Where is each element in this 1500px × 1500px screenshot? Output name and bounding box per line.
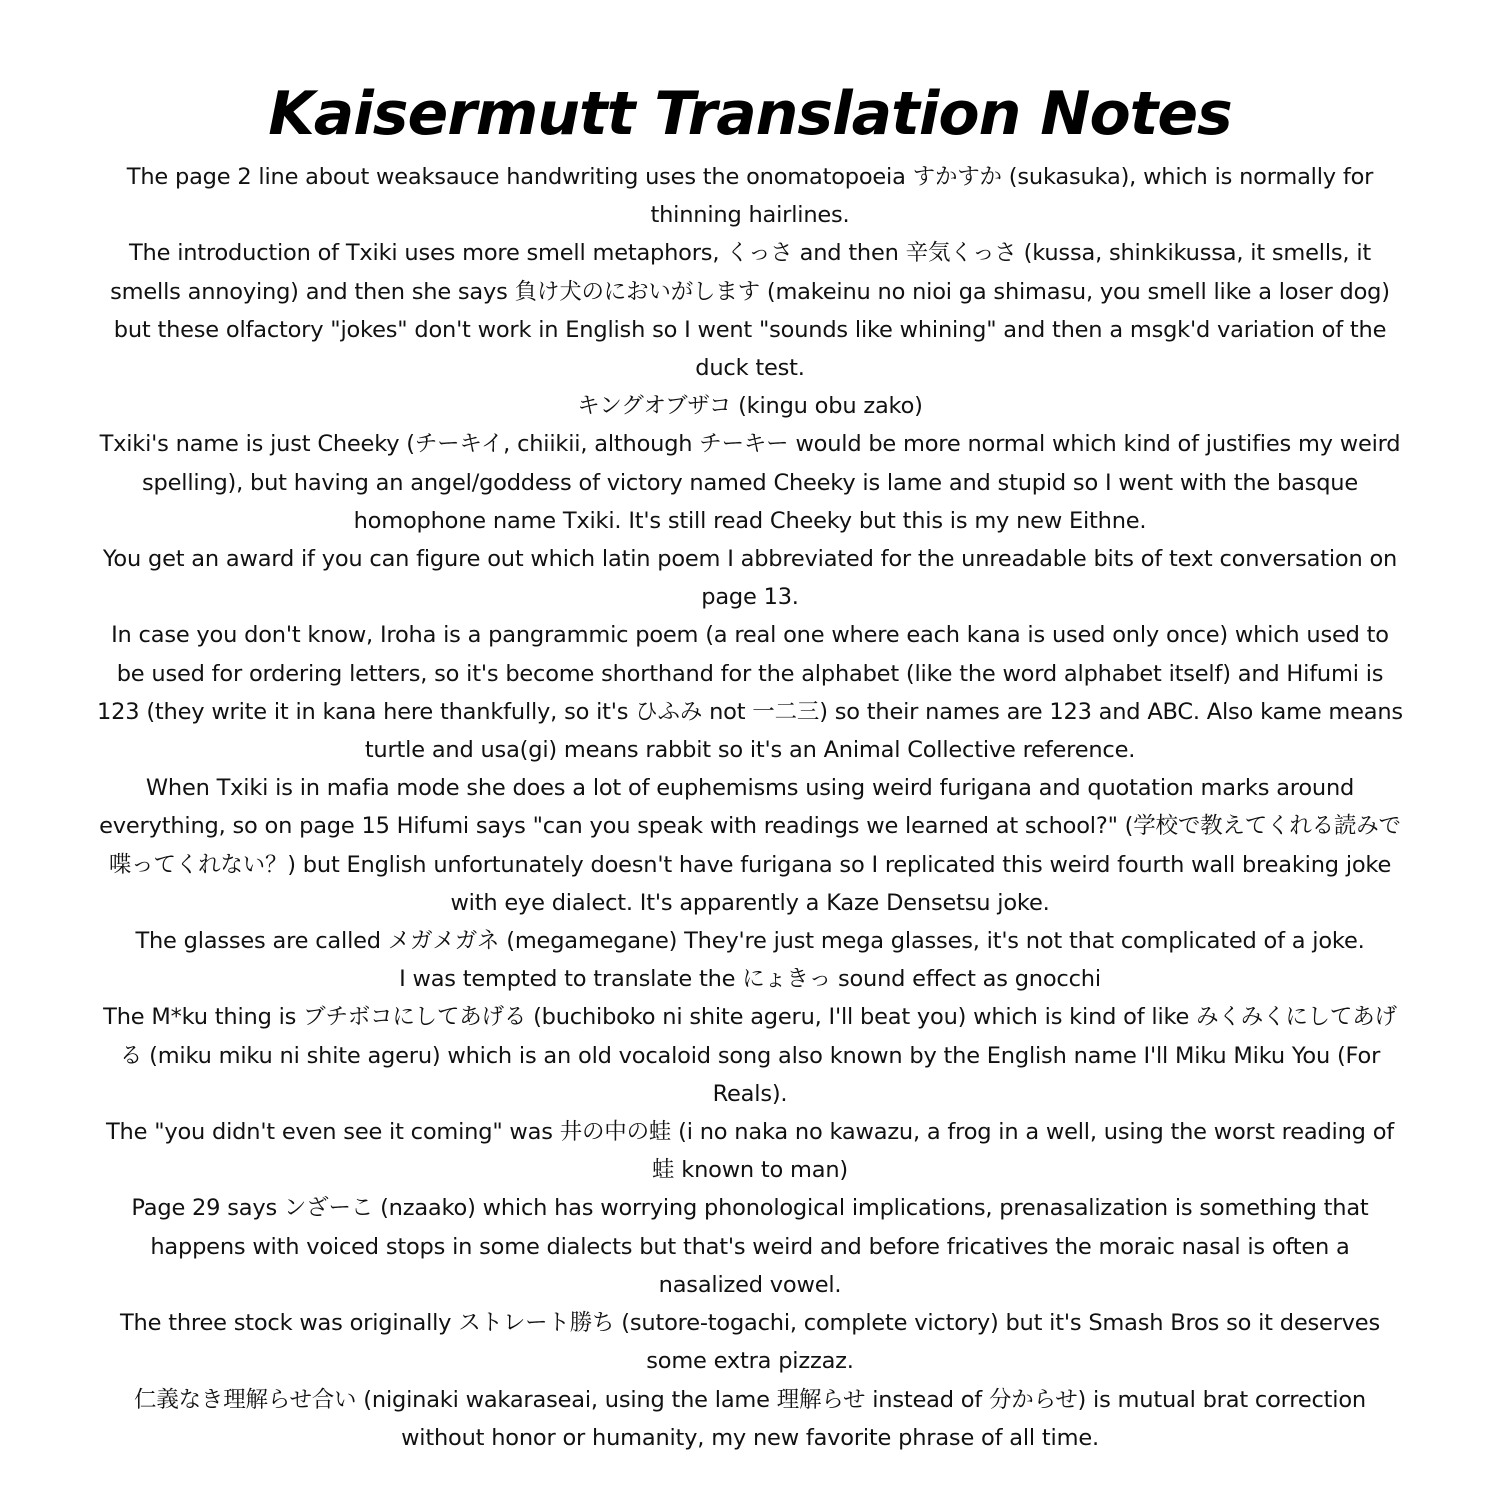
note-nzaako: Page 29 says ンざーこ (nzaako) which has worrying phonological implications, prenasalization is something that happens with voiced stops in some dialects but that's weird and before fricatives the moraic nasal is often a nasalized vowel. — [131, 1195, 1369, 1298]
note-handwriting: The page 2 line about weaksauce handwriting uses the onomatopoeia すかすか (sukasuka), which is normally for thinning hairlines. — [126, 164, 1374, 229]
note-frog-in-well: The "you didn't even see it coming" was 井の中の蛙 (i no naka no kawazu, a frog in a well, using the worst reading of 蛙 known to man) — [106, 1119, 1394, 1184]
note-smell-metaphors: The introduction of Txiki uses more smell metaphors, くっさ and then 辛気くっさ (kussa, shinkikussa, it smells, it smells annoying) and then she says 負け犬のにおいがします (makeinu no nioi ga shimasu, you smell like a loser dog) but these olfactory "jokes" don't work in English so I went "sounds like whining" and then a msgk'd variation of the duck test. — [110, 240, 1390, 382]
note-three-stock: The three stock was originally ストレート勝ち (sutore-togachi, complete victory) but it's Smash Bros so it deserves some extra pizzaz. — [120, 1310, 1380, 1375]
note-king-of-zako: キングオブザコ (kingu obu zako) — [577, 393, 923, 420]
note-megamegane: The glasses are called メガメガネ (megamegane) They're just mega glasses, it's not that complicated of a joke. — [135, 928, 1365, 955]
note-latin-poem: You get an award if you can figure out which latin poem I abbreviated for the unreadable bits of text conversation on page 13. — [102, 546, 1398, 611]
note-mafia-mode: When Txiki is in mafia mode she does a lot of euphemisms using weird furigana and quotation marks around everything, so on page 15 Hifumi says "can you speak with readings we learned at school?" (学校で教えてくれる読みで喋ってくれない？) but English unfortunately doesn't have furigana so I replicated this weird fourth wall breaking joke with eye dialect. It's apparently a Kaze Densetsu joke. — [99, 775, 1401, 916]
note-miku: The M*ku thing is ブチボコにしてあげる (buchiboko ni shite ageru, I'll beat you) which is kind of like みくみくにしてあげる (miku miku ni shite ageru) which is an old vocaloid song also known by the English name I'll Miku Miku You (For Reals). — [103, 1004, 1397, 1107]
note-gnocchi: I was tempted to translate the にょきっ sound effect as gnocchi — [399, 966, 1101, 993]
note-brat-correction: 仁義なき理解らせ合い (niginaki wakaraseai, using the lame 理解らせ instead of 分からせ) is mutual brat correction without honor or humanity, my new favorite phrase of all time. — [134, 1386, 1366, 1451]
note-txiki-name: Txiki's name is just Cheeky (チーキイ, chiikii, although チーキー would be more normal which kind of justifies my weird spelling), but having an angel/goddess of victory named Cheeky is lame and stupid so I went with the basque homophone name Txiki. It's still read Cheeky but this is my new Eithne. — [99, 431, 1401, 534]
note-iroha-hifumi: In case you don't know, Iroha is a pangrammic poem (a real one where each kana is used only once) which used to be used for ordering letters, so it's become shorthand for the alphabet (like the word alphabet itself) and Hifumi is 123 (they write it in kana here thankfully, so it's ひふみ not 一二三) so their names are 123 and ABC. Also kame means turtle and usa(gi) means rabbit so it's an Animal Collective reference. — [97, 622, 1403, 764]
notes-list — [96, 158, 1404, 1457]
page-title: Kaisermutt Translation Notes — [268, 79, 1232, 149]
